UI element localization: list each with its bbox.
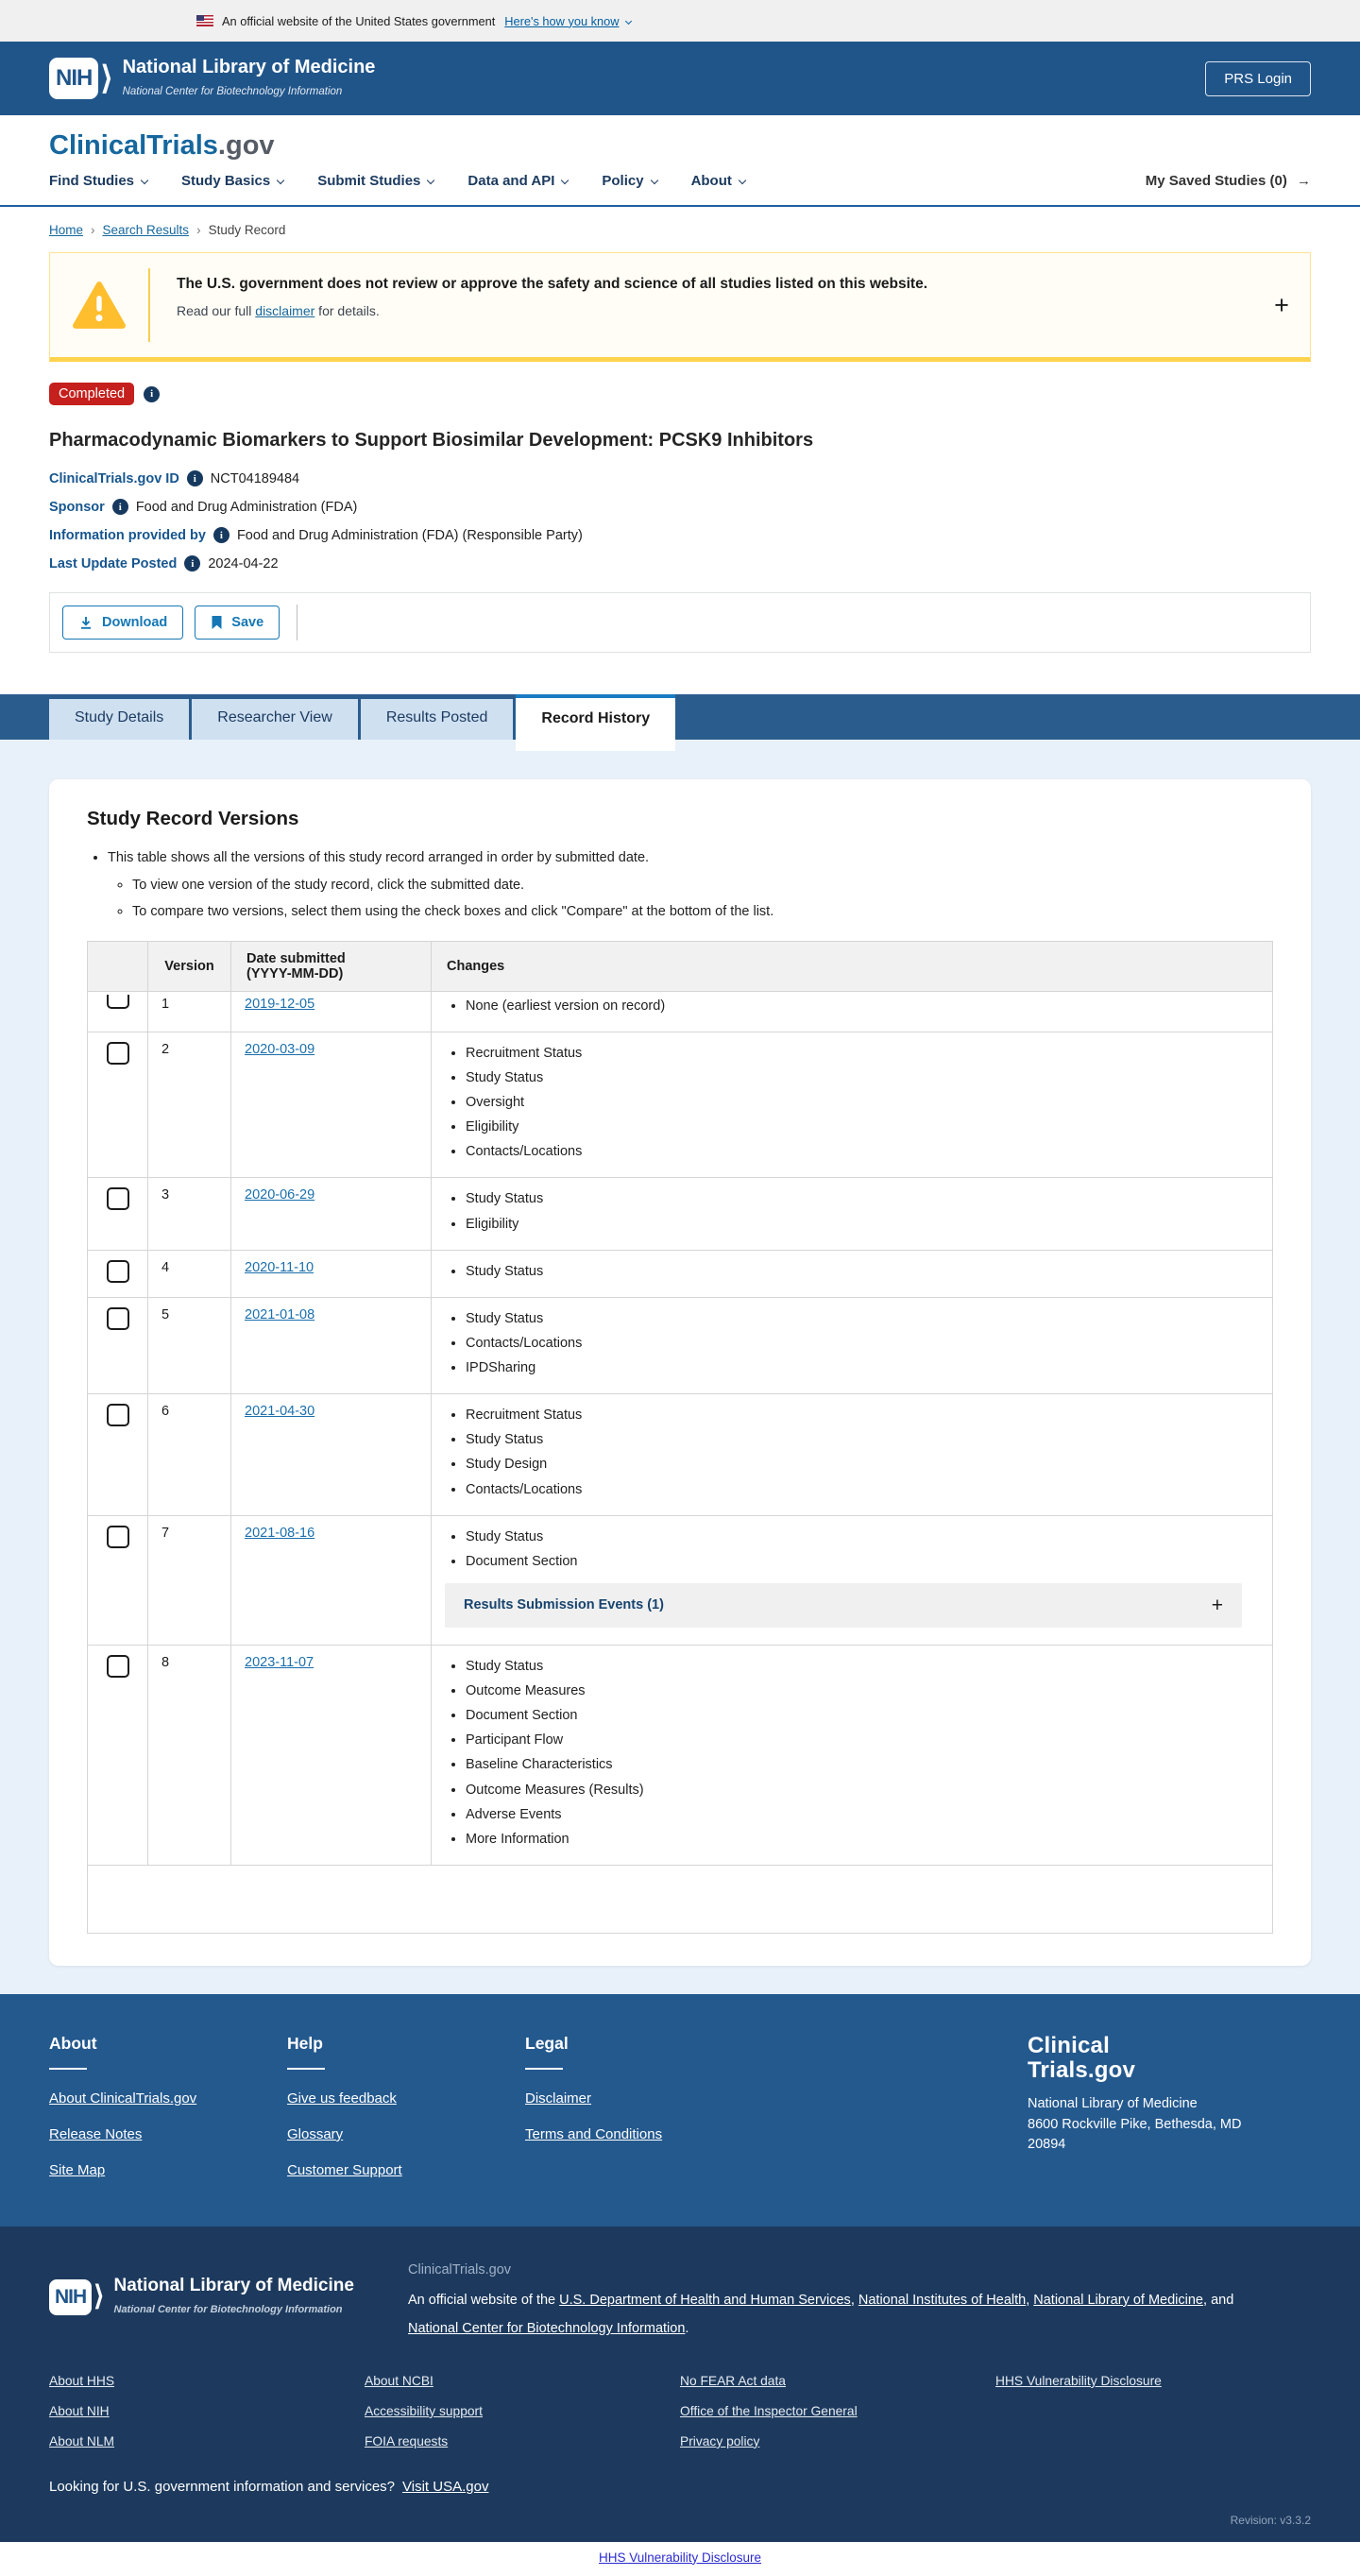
subfooter-link-no-fear-act-data[interactable]: No FEAR Act data — [680, 2373, 786, 2388]
tab-researcher-view[interactable]: Researcher View — [192, 699, 358, 740]
warning-triangle-icon — [72, 280, 127, 331]
change-item: • Recruitment Status — [466, 1045, 1259, 1062]
tab-record-history[interactable]: Record History — [516, 694, 675, 751]
nih-logo-swoosh-icon: ⟩ — [94, 2281, 105, 2312]
nav-item-data-and-api[interactable] — [468, 173, 568, 189]
chevron-down-icon — [141, 177, 148, 184]
version-number: 2 — [148, 1032, 231, 1178]
footer-column-heading: Legal — [525, 2033, 569, 2053]
version-row-7 — [88, 1515, 1273, 1645]
change-item: • Study Design — [466, 1456, 1259, 1473]
version-row-3 — [88, 1178, 1273, 1250]
revision-label: Revision: v3.3.2 — [1230, 2513, 1311, 2527]
accordion-label: Results Submission Events (1) — [464, 1597, 664, 1613]
nav-item-submit-studies[interactable] — [317, 173, 434, 189]
expand-plus-icon[interactable]: + — [1211, 1594, 1223, 1616]
version-checkbox[interactable] — [107, 995, 129, 1009]
version-checkbox[interactable] — [107, 1404, 129, 1426]
chevron-down-icon — [277, 177, 284, 184]
change-item: • IPDSharing — [466, 1359, 1259, 1376]
change-item: • Contacts/Locations — [466, 1335, 1259, 1352]
change-item: • Study Status — [466, 1069, 1259, 1086]
breadcrumb-current: Study Record — [208, 223, 286, 237]
change-item: • Document Section — [466, 1553, 1259, 1570]
heres-how-you-know-link[interactable]: Here's how you know — [504, 13, 620, 28]
field-label: Sponsor — [49, 499, 105, 515]
version-number: 5 — [148, 1297, 231, 1393]
nav-item-label: Policy — [602, 173, 644, 189]
site-footer — [0, 1994, 1360, 2226]
version-date-link[interactable]: 2021-04-30 — [245, 1404, 315, 1420]
subfooter-link-hhs-vulnerability-disclosure[interactable]: HHS Vulnerability Disclosure — [995, 2373, 1162, 2388]
subfooter-link-office-of-the-inspector-general[interactable]: Office of the Inspector General — [680, 2403, 858, 2418]
bookmark-icon — [211, 615, 223, 630]
tab-study-details[interactable]: Study Details — [49, 699, 189, 740]
footer-brand: Clinical Trials.gov National Library of Medicine 8600 Rockville Pike, Bethesda, MD 20894 — [1028, 2034, 1311, 2198]
disclaimer-body: Read our full disclaimer for details. — [177, 303, 380, 318]
version-row-4 — [88, 1250, 1273, 1297]
info-icon[interactable]: i — [112, 499, 128, 515]
hhs-vulnerability-disclosure-link[interactable]: HHS Vulnerability Disclosure — [598, 2550, 762, 2565]
change-item: • Contacts/Locations — [466, 1143, 1259, 1160]
tabs — [49, 694, 1311, 740]
results-submission-events-accordion[interactable] — [445, 1583, 1242, 1628]
subfooter-link-about-nlm[interactable]: About NLM — [49, 2433, 115, 2448]
change-item: • Contacts/Locations — [466, 1481, 1259, 1498]
field-label: Information provided by — [49, 527, 206, 543]
chevron-down-icon — [650, 177, 657, 184]
footer-link-site-map[interactable]: Site Map — [49, 2161, 106, 2178]
change-item: • Study Status — [466, 1310, 1259, 1327]
version-row-5 — [88, 1297, 1273, 1393]
nav-item-label: About — [690, 173, 732, 189]
download-button[interactable]: Download — [62, 606, 183, 640]
org-name: National Library of Medicine — [122, 57, 376, 77]
org-tagline: National Center for Biotechnology Information — [113, 2303, 343, 2315]
version-column-header: Version — [148, 941, 231, 991]
change-item: • Participant Flow — [466, 1732, 1259, 1749]
field-value: 2024-04-22 — [208, 555, 279, 571]
section-heading: Study Record Versions — [87, 808, 299, 829]
versions-table-body — [88, 991, 1273, 1865]
tab-results-posted[interactable]: Results Posted — [361, 699, 514, 740]
subfooter-link-column — [995, 2374, 1311, 2448]
version-date-link[interactable]: 2021-08-16 — [245, 1525, 315, 1541]
official-statement: An official website of the U.S. Department of Health and Human Services, National Institutes of Health, National Library of Medicine, and National Center for Biotechnology Information. — [408, 2292, 1234, 2337]
version-checkbox[interactable] — [107, 1307, 129, 1330]
version-number: 4 — [148, 1250, 231, 1297]
study-record-versions-card — [49, 779, 1311, 1966]
study-record-versions-table — [87, 941, 1273, 1934]
version-date-link[interactable]: 2020-11-10 — [245, 1259, 314, 1275]
breadcrumb-separator: › — [91, 223, 95, 237]
version-number: 6 — [148, 1394, 231, 1516]
subfooter-link-column — [680, 2374, 995, 2448]
gov-banner-text: An official website of the United States government — [222, 13, 496, 28]
banner-expand-button[interactable]: + — [1274, 290, 1289, 319]
version-number: 1 — [148, 991, 231, 1032]
breadcrumb-link-search-results[interactable]: Search Results — [102, 223, 190, 237]
footer-columns — [49, 2034, 1028, 2198]
breadcrumb — [49, 207, 1311, 252]
usa-gov-prompt: Looking for U.S. government information and services? Visit USA.gov — [49, 2478, 489, 2495]
chevron-down-icon — [427, 177, 434, 184]
nav-item-study-basics[interactable] — [181, 173, 283, 189]
version-date-link[interactable]: 2021-01-08 — [245, 1306, 315, 1322]
us-flag-icon — [196, 15, 213, 26]
study-fields — [49, 470, 1311, 571]
clinicaltrials-logo[interactable]: ClinicalTrials.gov — [49, 130, 275, 161]
subfooter-link-about-ncbi[interactable]: About NCBI — [365, 2373, 434, 2388]
tab-strip — [0, 694, 1360, 740]
footer-link-release-notes[interactable]: Release Notes — [49, 2125, 143, 2142]
change-item: • Study Status — [466, 1528, 1259, 1545]
version-checkbox[interactable] — [107, 1526, 129, 1548]
disclaimer-link[interactable]: disclaimer — [255, 303, 315, 318]
field-value: Food and Drug Administration (FDA) (Responsible Party) — [236, 527, 583, 543]
date-column-header: Date submitted (YYYY-MM-DD) — [231, 941, 432, 991]
subfooter-link-accessibility-support[interactable]: Accessibility support — [365, 2403, 483, 2418]
version-checkbox[interactable] — [107, 1260, 129, 1283]
subfooter-link-foia-requests[interactable]: FOIA requests — [365, 2433, 449, 2448]
official-link-national-library-of-medicine[interactable]: National Library of Medicine — [1033, 2292, 1203, 2308]
prs-login-button[interactable]: PRS Login — [1205, 61, 1311, 96]
government-disclaimer-banner — [49, 252, 1311, 362]
main-nav-items — [49, 173, 745, 189]
checkbox-column-header — [88, 941, 148, 991]
study-field-clinicaltrials-gov-id — [49, 470, 1311, 486]
field-label: ClinicalTrials.gov ID — [49, 470, 179, 486]
gov-banner — [0, 0, 1360, 42]
footer-link-terms-and-conditions[interactable]: Terms and Conditions — [525, 2125, 663, 2142]
visit-usa-gov-link[interactable]: Visit USA.gov — [402, 2478, 489, 2495]
footer-column-legal — [525, 2034, 763, 2198]
subfooter-link-about-hhs[interactable]: About HHS — [49, 2373, 115, 2388]
official-link-national-center-for-biotechnology-information[interactable]: National Center for Biotechnology Information — [408, 2321, 686, 2337]
instruction-item: • This table shows all the versions of this study record arranged in order by submitted date. — [108, 849, 1273, 868]
divider — [525, 2068, 563, 2070]
instruction-sub-list — [108, 877, 1273, 922]
change-item: • More Information — [466, 1831, 1259, 1848]
download-icon — [78, 615, 94, 630]
subfooter-link-column — [365, 2374, 680, 2448]
changes-column-header: Changes — [432, 941, 1273, 991]
nav-item-label: Data and API — [468, 173, 555, 189]
change-item: • Eligibility — [466, 1216, 1259, 1233]
footer-column-help — [287, 2034, 525, 2198]
change-item: • Outcome Measures — [466, 1682, 1259, 1699]
footer-address: National Library of Medicine 8600 Rockville Pike, Bethesda, MD 20894 — [1028, 2095, 1242, 2153]
field-label: Last Update Posted — [49, 555, 178, 571]
nih-header — [0, 42, 1360, 115]
instruction-item: ◦ To view one version of the study record, click the submitted date. — [132, 877, 1273, 896]
nlm-logo[interactable] — [49, 57, 375, 100]
version-number: 8 — [148, 1645, 231, 1865]
change-item: • Document Section — [466, 1707, 1259, 1724]
version-checkbox[interactable] — [107, 1187, 129, 1210]
version-checkbox[interactable] — [107, 1655, 129, 1678]
disclaimer-heading: The U.S. government does not review or approve the safety and science of all studies listed on this website. — [177, 276, 928, 292]
change-item: • Outcome Measures (Results) — [466, 1782, 1259, 1799]
study-field-sponsor — [49, 499, 1311, 515]
footer-link-disclaimer[interactable]: Disclaimer — [525, 2090, 592, 2107]
version-row-1 — [88, 991, 1273, 1032]
subfooter-link-about-nih[interactable]: About NIH — [49, 2403, 110, 2418]
footer-column-about — [49, 2034, 287, 2198]
nih-logo-swoosh-icon: ⟩ — [100, 60, 113, 96]
instruction-item: ◦ To compare two versions, select them using the check boxes and click "Compare" at the bottom of the list. — [132, 903, 1273, 922]
chevron-down-icon — [561, 177, 569, 184]
study-field-last-update-posted — [49, 555, 1311, 571]
version-date-link[interactable]: 2020-03-09 — [245, 1041, 315, 1057]
arrow-right-icon: → — [1297, 173, 1311, 189]
change-item: • Recruitment Status — [466, 1407, 1259, 1424]
breadcrumb-separator: › — [196, 223, 201, 237]
chevron-down-icon — [624, 17, 631, 24]
divider — [49, 2068, 87, 2070]
info-icon[interactable]: i — [144, 386, 160, 402]
chevron-down-icon — [739, 177, 746, 184]
divider — [297, 605, 298, 640]
record-history-panel — [0, 740, 1360, 1994]
org-name: National Library of Medicine — [113, 2275, 354, 2295]
footer-link-glossary[interactable]: Glossary — [287, 2125, 344, 2142]
version-row-8 — [88, 1645, 1273, 1865]
change-item: • Study Status — [466, 1190, 1259, 1207]
bottom-bar — [0, 2542, 1360, 2576]
change-item: • Study Status — [466, 1263, 1259, 1280]
change-item: • Eligibility — [466, 1118, 1259, 1135]
page-title: Pharmacodynamic Biomarkers to Support Biosimilar Development: PCSK9 Inhibitors — [49, 430, 814, 451]
nav-item-label: Study Basics — [181, 173, 271, 189]
subfooter-site-name: ClinicalTrials.gov — [408, 2261, 512, 2277]
nav-item-policy[interactable] — [602, 173, 656, 189]
divider — [287, 2068, 325, 2070]
version-row-2 — [88, 1032, 1273, 1178]
footer-column-heading: Help — [287, 2033, 323, 2053]
study-field-information-provided-by — [49, 527, 1311, 543]
footer-link-customer-support[interactable]: Customer Support — [287, 2161, 402, 2178]
version-number: 3 — [148, 1178, 231, 1250]
my-saved-studies-link[interactable]: My Saved Studies (0) → — [1145, 173, 1311, 189]
nav-item-find-studies[interactable] — [49, 173, 147, 189]
info-icon[interactable]: i — [213, 527, 230, 543]
nlm-footer-logo[interactable] — [49, 2276, 408, 2319]
change-item: • Study Status — [466, 1658, 1259, 1675]
info-icon[interactable]: i — [184, 555, 200, 571]
nih-logo-icon: NIH — [49, 58, 98, 99]
change-item: • None (earliest version on record) — [466, 998, 1259, 1015]
nav-item-label: Find Studies — [49, 173, 134, 189]
change-item: • Study Status — [466, 1431, 1259, 1448]
nlm-subfooter — [0, 2226, 1360, 2542]
field-value: NCT04189484 — [210, 470, 300, 486]
info-icon[interactable]: i — [187, 470, 203, 486]
version-row-6 — [88, 1394, 1273, 1516]
table-footer-row — [88, 1865, 1273, 1933]
nih-logo-icon: NIH — [49, 2279, 92, 2315]
table-instructions — [87, 849, 1273, 922]
version-checkbox[interactable] — [107, 1042, 129, 1065]
version-date-link[interactable]: 2023-11-07 — [245, 1654, 314, 1670]
status-badge: Completed — [49, 383, 134, 405]
footer-link-about-clinicaltrials-gov[interactable]: About ClinicalTrials.gov — [49, 2090, 197, 2107]
org-tagline: National Center for Biotechnology Information — [122, 86, 343, 97]
nav-item-about[interactable] — [691, 173, 745, 189]
subfooter-link-column — [49, 2374, 365, 2448]
change-item: • Oversight — [466, 1094, 1259, 1111]
official-link-u-s-department-of-health-and-human-services[interactable]: U.S. Department of Health and Human Services — [559, 2292, 851, 2308]
version-date-link[interactable]: 2019-12-05 — [245, 996, 315, 1012]
field-value: Food and Drug Administration (FDA) — [135, 499, 358, 515]
change-item: • Baseline Characteristics — [466, 1756, 1259, 1773]
action-bar — [49, 592, 1311, 653]
site-masthead — [0, 115, 1360, 207]
footer-link-give-us-feedback[interactable]: Give us feedback — [287, 2090, 397, 2107]
version-date-link[interactable]: 2020-06-29 — [245, 1187, 315, 1203]
version-number: 7 — [148, 1515, 231, 1645]
nav-item-label: Submit Studies — [317, 173, 421, 189]
official-link-national-institutes-of-health[interactable]: National Institutes of Health — [858, 2292, 1027, 2308]
change-item: • Adverse Events — [466, 1806, 1259, 1823]
subfooter-link-privacy-policy[interactable]: Privacy policy — [680, 2433, 760, 2448]
breadcrumb-link-home[interactable]: Home — [49, 223, 84, 237]
save-button[interactable]: Save — [195, 606, 280, 640]
subfooter-link-grid — [49, 2374, 1311, 2448]
footer-column-heading: About — [49, 2033, 97, 2053]
